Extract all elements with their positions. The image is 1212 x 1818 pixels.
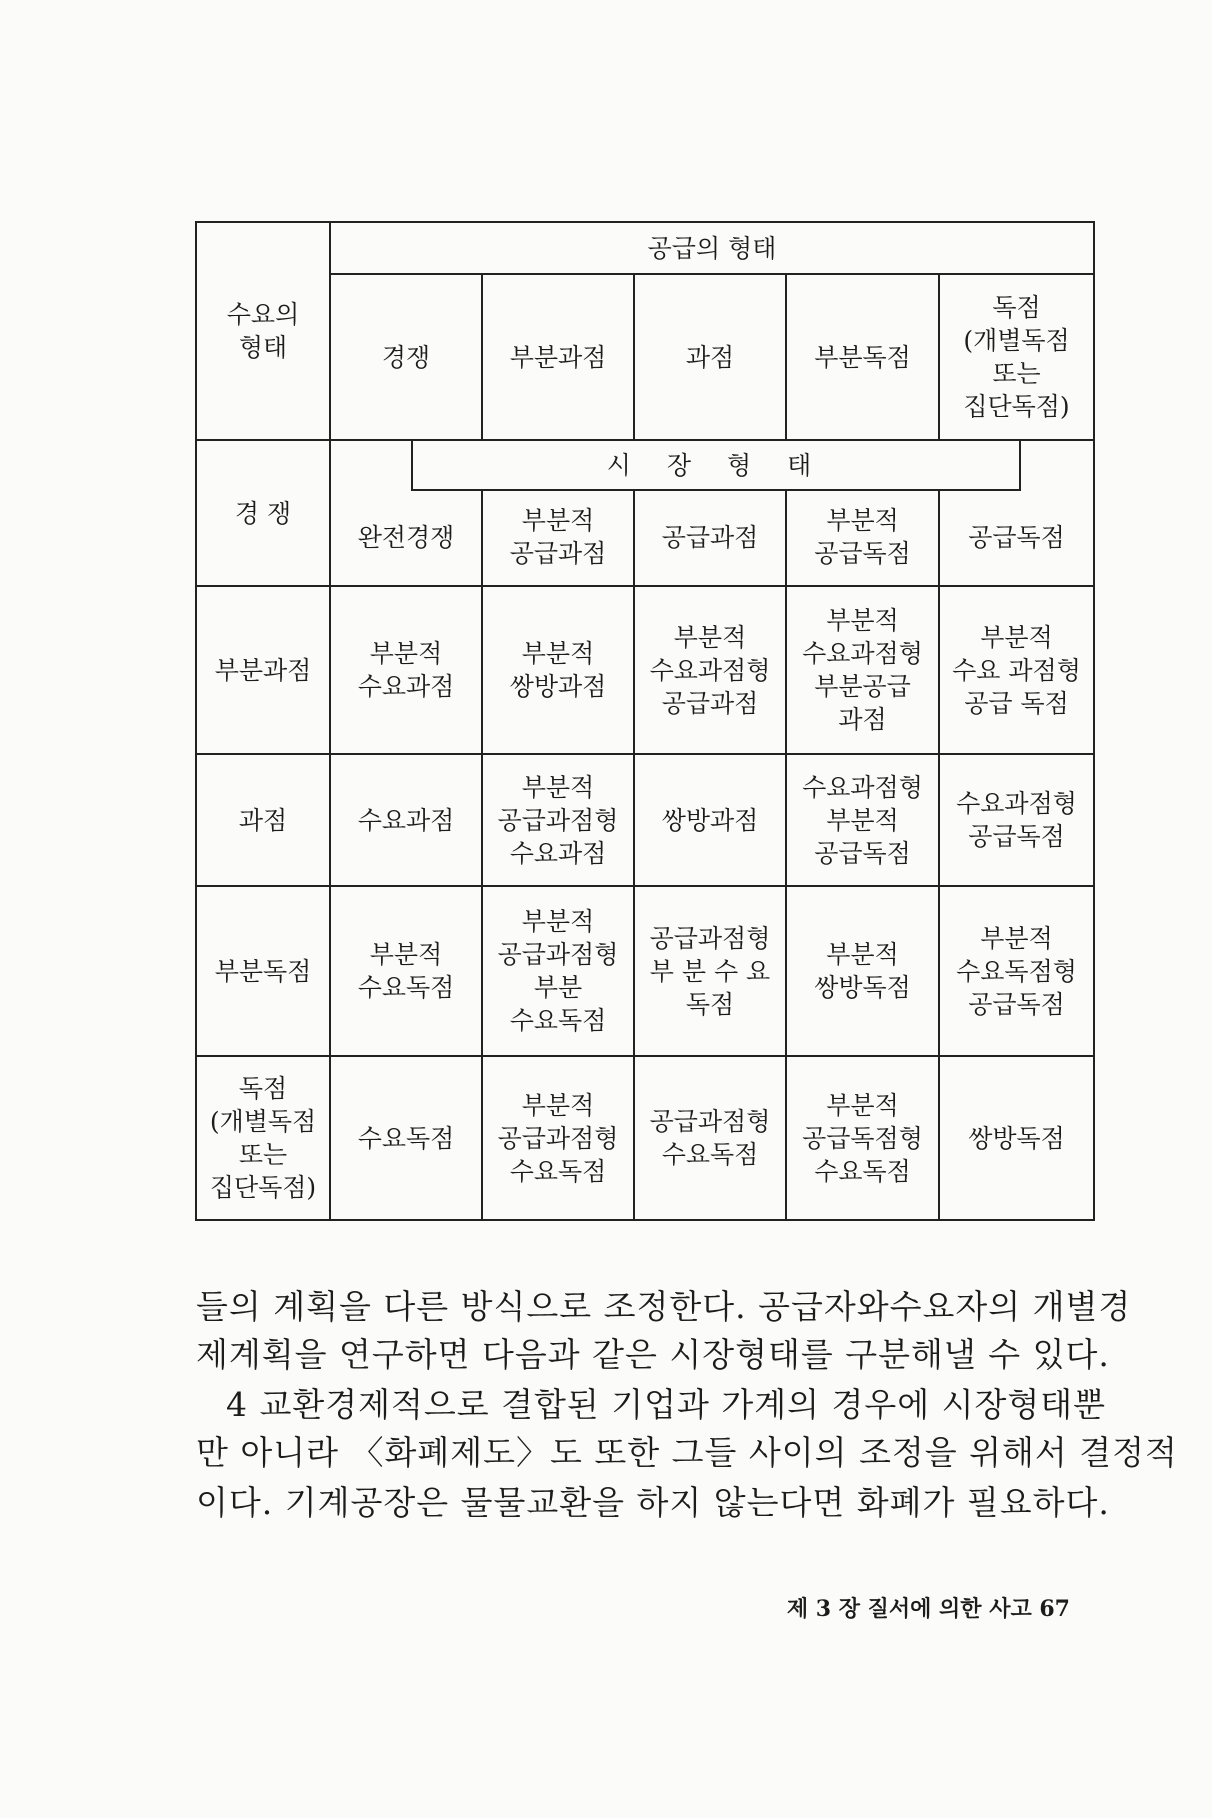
table-cell-line: 부분적 [521,772,595,802]
table-cell-line: 공급독점 [814,539,911,568]
supply-form-header: 공급의 형태 [330,222,1094,274]
table-cell [331,489,481,585]
table-row [196,586,1094,754]
table-cell-line: 부분적 [673,622,747,652]
table-cell-line: 부분적 [521,506,595,535]
table-cell-line: 부분적 [521,639,595,668]
row-label-competition [196,440,330,586]
row-label-line: 집단독점) [209,1173,317,1202]
table-cell [633,489,785,585]
row-label-line: 독점 [238,1074,288,1103]
table-cell [482,886,634,1056]
table-cell-line: 수요과점형 [956,789,1077,818]
table-row [196,754,1094,886]
table-cell [634,754,786,886]
table-cell-line: 독점 [685,989,735,1019]
table-cell-line: 공급과점 [509,539,607,568]
row-label-line: 부분독점 [214,956,312,986]
table-cell [939,754,1094,886]
table-cell-line: 공급과점 [661,522,759,552]
table-cell [482,1056,634,1220]
col-header-partial-oligopoly [482,274,634,440]
table-cell-line: 수요독점 [509,1156,607,1186]
col-header-line: 독점 [992,293,1041,322]
table-cell-line: 수요독점 [661,1140,759,1169]
table-cell-line: 수요과점형 [802,639,923,668]
table-cell-line: 부분적 [980,923,1053,953]
table-cell [634,586,786,754]
table-cell-line: 부분공급 [814,672,911,701]
table-cell [938,489,1093,585]
demand-form-header-line: 수요의 [226,300,300,329]
table-cell [634,886,786,1056]
col-header-line: (개별독점 [963,326,1070,355]
table-cell [786,1056,939,1220]
col-header-line: 경쟁 [381,342,431,372]
col-header-line: 부분과점 [509,342,607,372]
table-cell-line: 부분적 [521,907,595,936]
table-cell-line: 수요 과점형 [952,655,1081,685]
col-header-oligopoly [634,274,786,440]
table-cell-line: 공급 독점 [964,688,1069,718]
col-header-competition [330,274,482,440]
table-cell-line: 수요과점 [357,805,455,835]
row-label-oligopoly [196,754,330,886]
table-cell-line: 수요독점 [814,1156,911,1186]
competition-row-cells [331,489,1093,585]
market-form-label: 시 장 형 태 [411,441,1021,491]
table-cell-line: 공급과점형 [497,940,619,969]
row-label-line: 또는 [238,1140,288,1169]
market-forms-table [195,221,1095,1221]
table-cell-line: 쌍방과점 [661,805,759,835]
table-cell-line: 공급독점 [968,989,1065,1019]
table-cell-line: 수요과점 [357,672,455,701]
row-label-partial-monopoly [196,886,330,1056]
table-cell-line: 수요독점 [509,1006,607,1035]
table-cell [330,586,482,754]
table-cell-line: 수요독점 [357,1123,455,1153]
table-cell-line: 부 분 수 요 [649,956,771,986]
table-row [196,886,1094,1056]
col-header-line: 과점 [685,342,735,372]
table-cell-line: 부분적 [826,606,899,635]
table-cell-line: 부분적 [826,805,899,835]
body-line-1: 들의 계획을 다른 방식으로 조정한다. 공급자와수요자의 개별경 [196,1287,1132,1326]
table-cell-line: 쌍방독점 [968,1123,1065,1153]
table-cell-line: 완전경쟁 [357,522,455,552]
demand-form-header [196,222,330,440]
table-cell [330,754,482,886]
table-cell-line: 수요과점 [509,838,607,868]
table-cell-line: 쌍방과점 [509,672,607,701]
table-cell-line: 공급독점 [968,822,1065,851]
table-cell-line: 공급과점형 [649,923,771,953]
table-cell-line: 부분적 [521,1090,595,1120]
body-line-2: 제계획을 연구하면 다음과 같은 시장형태를 구분해낼 수 있다. [196,1335,1110,1374]
row-label-line: (개별독점 [209,1107,317,1136]
table-cell [482,586,634,754]
table-cell-line: 공급과점 [661,688,759,718]
table-cell [786,586,939,754]
table-cell [330,1056,482,1220]
table-cell-line: 과점 [838,705,887,734]
table-cell-line: 쌍방독점 [814,973,911,1002]
table-cell-line: 공급독점 [968,522,1065,552]
table-cell [785,489,938,585]
row-label-monopoly [196,1056,330,1220]
table-cell-line: 공급독점형 [802,1123,923,1153]
table-cell-line: 부분적 [826,1090,899,1120]
table-cell-line: 부분적 [369,639,443,668]
table-cell-line: 수요독점 [357,973,455,1002]
table-cell-line: 수요과점형 [649,655,771,685]
table-cell-line: 부분적 [826,940,899,969]
table-cell-line: 부분 [533,973,583,1002]
table-cell-line: 공급독점 [814,838,911,868]
table-cell-line: 공급과점형 [649,1107,771,1136]
table-cell [330,886,482,1056]
table-cell [482,754,634,886]
table-cell-line: 수요과점형 [802,772,923,802]
body-line-5: 이다. 기계공장은 물물교환을 하지 않는다면 화폐가 필요하다. [196,1483,1110,1522]
table-cell-line: 공급과점형 [497,1123,619,1153]
col-header-partial-monopoly [786,274,939,440]
col-header-line: 집단독점) [963,392,1070,421]
table-row [196,1056,1094,1220]
row-label-partial-oligopoly [196,586,330,754]
body-line-4: 만 아니라 〈화폐제도〉도 또한 그들 사이의 조정을 위해서 결정적 [196,1433,1178,1472]
table-cell [939,886,1094,1056]
table-cell-line: 공급과점형 [497,805,619,835]
table-cell-line: 부분적 [369,940,443,969]
row-label-line: 경 쟁 [234,498,292,528]
table-cell-line: 부분적 [980,622,1053,652]
table-cell-line: 수요독점형 [956,956,1077,986]
market-form-section [330,440,1094,586]
col-header-monopoly [939,274,1094,440]
table-cell [939,1056,1094,1220]
table-cell [481,489,633,585]
body-line-3: 4 교환경제적으로 결합된 기업과 가계의 경우에 시장형태뿐 [226,1385,1107,1424]
table-cell [939,586,1094,754]
demand-form-header-line: 형태 [238,333,288,362]
row-label-line: 과점 [238,805,288,835]
table-cell [786,886,939,1056]
row-label-line: 부분과점 [214,655,312,685]
table-cell-line: 부분적 [826,506,899,535]
table-cell [786,754,939,886]
col-header-line: 또는 [992,359,1041,388]
table-cell [634,1056,786,1220]
col-header-line: 부분독점 [814,342,911,372]
page-footer: 제 3 장 질서에 의한 사고 67 [786,1596,1070,1622]
